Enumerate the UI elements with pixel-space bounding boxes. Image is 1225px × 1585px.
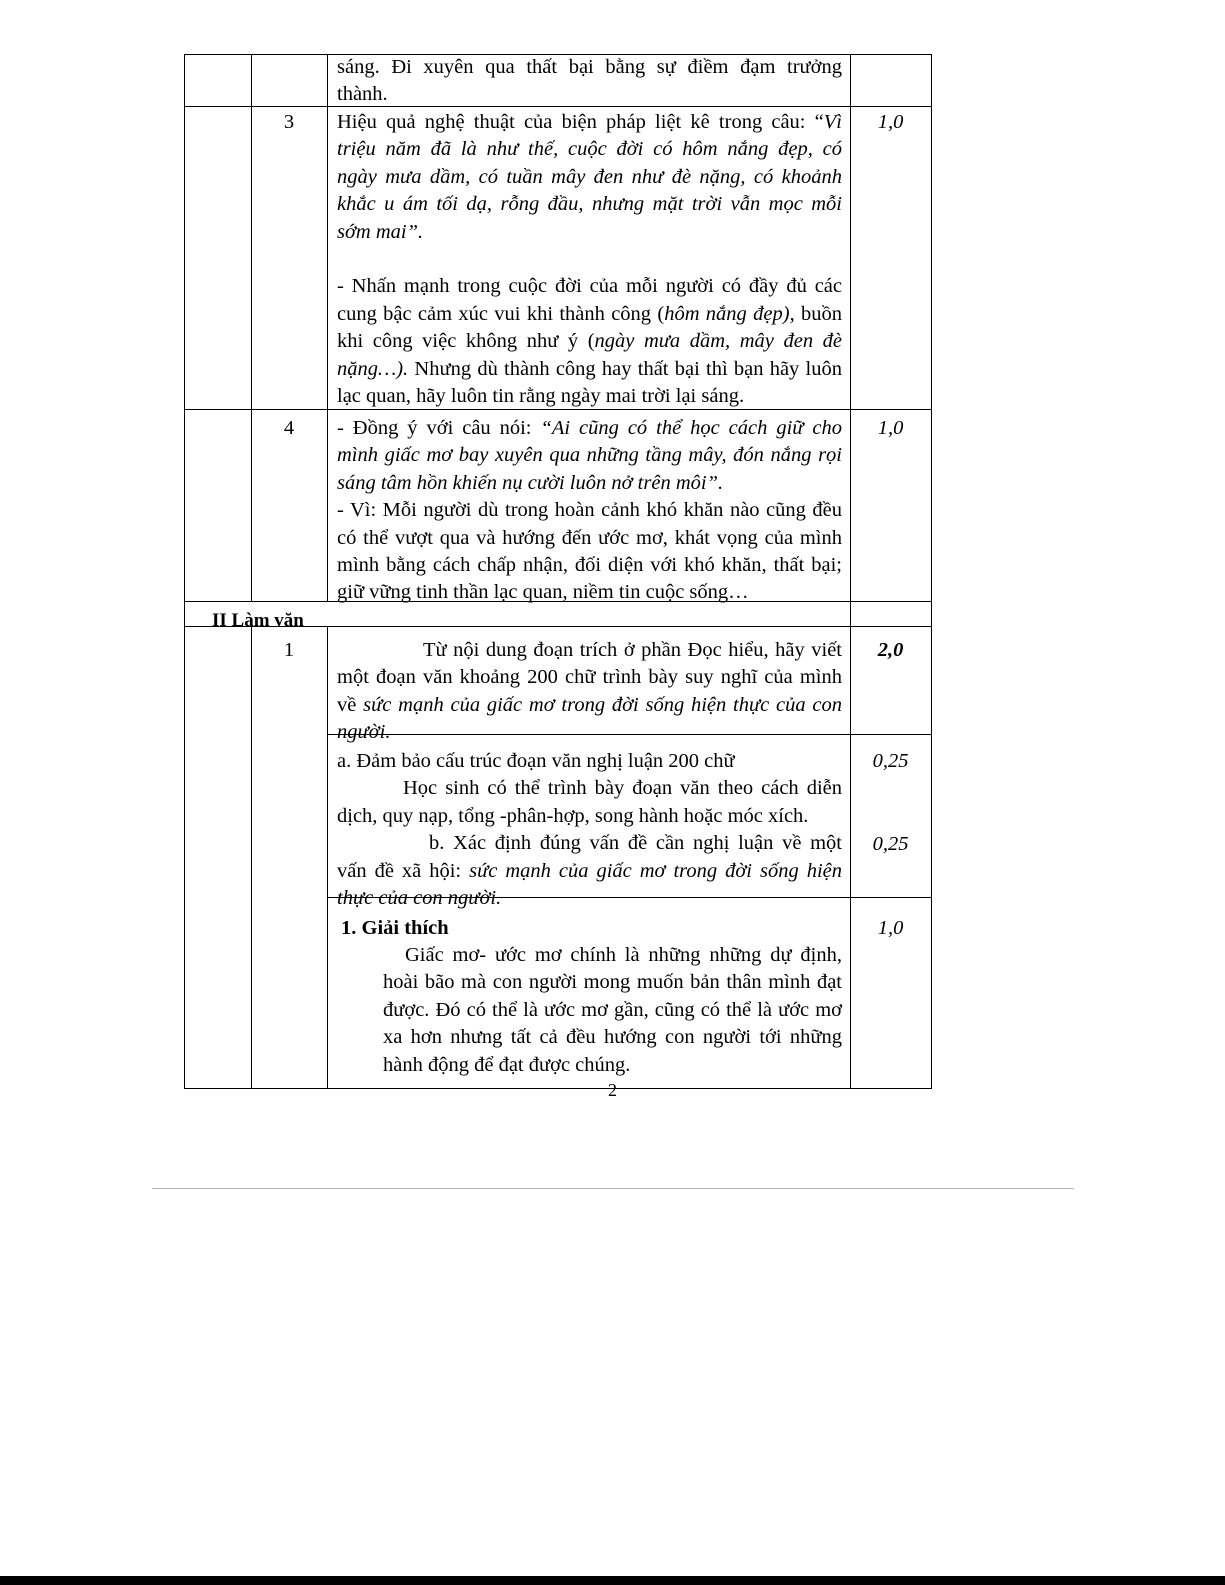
criteria-line: thực của con người. [337, 887, 502, 910]
row-gt-content [383, 942, 842, 1079]
explain-line: xa hơn nhưng tất cả đều hướng con người tới những [383, 1026, 842, 1049]
criteria-line: dịch, quy nạp, tổng -phân-hợp, song hành hoặc móc xích. [337, 804, 809, 827]
prompt-line: một đoạn văn khoảng 200 chữ trình bày suy nghĩ của mình [337, 666, 842, 689]
explain-line: Giấc mơ- ước mơ chính là những những dự định, [405, 944, 842, 966]
criteria-line: b. Xác định đúng vấn đề cần nghị luận về một [429, 832, 842, 855]
answer-line: có thể vượt qua và hướng đến ước mơ, khát vọng của mình [337, 526, 842, 549]
question-prefix: Hiệu quả nghệ thuật của biện pháp liệt kê trong câu: “ [337, 111, 824, 133]
page-number: 2 [608, 1080, 617, 1100]
answer-line: - Vì: Mỗi người dù trong hoàn cảnh khó khăn nào cũng đều [337, 499, 842, 522]
explain-line: được. Đó có thể là ước mơ gần, cũng có thể là ước mơ [383, 998, 842, 1021]
row-b-score: 0,25 [872, 833, 909, 855]
answer-line: - Đồng ý với câu nói: “Ai cũng có thể học cách giữ cho [337, 417, 842, 439]
row-a-score: 0,25 [872, 750, 909, 772]
answer-line: khi công việc không như ý (ngày mưa dầm, mây đen đè [337, 330, 842, 353]
quote-line: sớm mai”. [337, 220, 424, 243]
criteria-line: vấn đề xã hội: sức mạnh của giấc mơ trong đời sống hiện [337, 859, 842, 882]
bottom-bar [0, 1576, 1225, 1585]
row-gt-score: 1,0 [877, 917, 904, 939]
text-line: thành. [337, 83, 388, 106]
answer-line: cung bậc cảm xúc vui khi thành công (hôm nắng đẹp), buồn [337, 302, 843, 325]
row-cont-content [337, 54, 842, 109]
quote-line: sáng tâm hồn khiến nụ cười luôn nở trên môi”. [337, 471, 724, 494]
prompt-line: người. [337, 721, 391, 744]
answer-line: nặng…). Nhưng dù thành công hay thất bại thì bạn hãy luôn [337, 357, 842, 380]
quote-line: ngày mưa dầm, có tuần mây đen như đè nặng, có khoảnh [337, 165, 842, 188]
answer-line: - Nhấn mạnh trong cuộc đời của mỗi người có đầy đủ các [337, 275, 842, 298]
quote-line: triệu năm đã là như thế, cuộc đời có hôm nắng đẹp, có [337, 138, 842, 161]
row-a-content [337, 748, 842, 912]
row4-number: 4 [283, 417, 295, 439]
criteria-line: Học sinh có thể trình bày đoạn văn theo cách diễn [403, 777, 842, 800]
text-line: sáng. Đi xuyên qua thất bại bằng sự điềm đạm trưởng [337, 56, 842, 78]
page-separator [152, 1188, 1074, 1189]
row-gt-heading: 1. Giải thích [341, 917, 449, 939]
criteria-line: a. Đảm bảo cấu trúc đoạn văn nghị luận 200 chữ [337, 750, 735, 772]
answer-line: giữ vững tinh thần lạc quan, niềm tin cuộc sống… [337, 581, 749, 604]
row4-content [337, 415, 842, 607]
quote-line: mình giấc mơ bay xuyên qua những tầng mây, đón nắng rọi [337, 444, 842, 467]
quote-fragment: Vì [823, 111, 842, 133]
answer-line: lạc quan, hãy luôn tin rằng ngày mai trời lại sáng. [337, 385, 745, 408]
row3-score: 1,0 [877, 111, 904, 133]
explain-line: hành động để đạt được chúng. [383, 1053, 631, 1076]
prompt-line: về sức mạnh của giấc mơ trong đời sống hiện thực của con [337, 693, 842, 716]
explain-line: hoài bão mà con người mong muốn bản thân mình đạt [383, 971, 842, 994]
row3-content [337, 109, 842, 410]
row-w1-score: 2,0 [877, 639, 904, 661]
answer-line: mình bằng cách chấp nhận, đối diện với khó khăn, thất bại; [337, 554, 842, 577]
prompt-line: Từ nội dung đoạn trích ở phần Đọc hiểu, hãy viết [423, 639, 842, 661]
text-line [337, 109, 842, 136]
row-w1-number: 1 [283, 639, 295, 661]
row4-score: 1,0 [877, 417, 904, 439]
blank-line [337, 246, 842, 273]
section-heading: II Làm văn [212, 610, 304, 631]
quote-line: khắc u ám tối dạ, rỗng đầu, nhưng mặt trời vẫn mọc mỗi [337, 193, 842, 216]
row3-number: 3 [283, 111, 295, 133]
row-w1-content [337, 637, 842, 747]
